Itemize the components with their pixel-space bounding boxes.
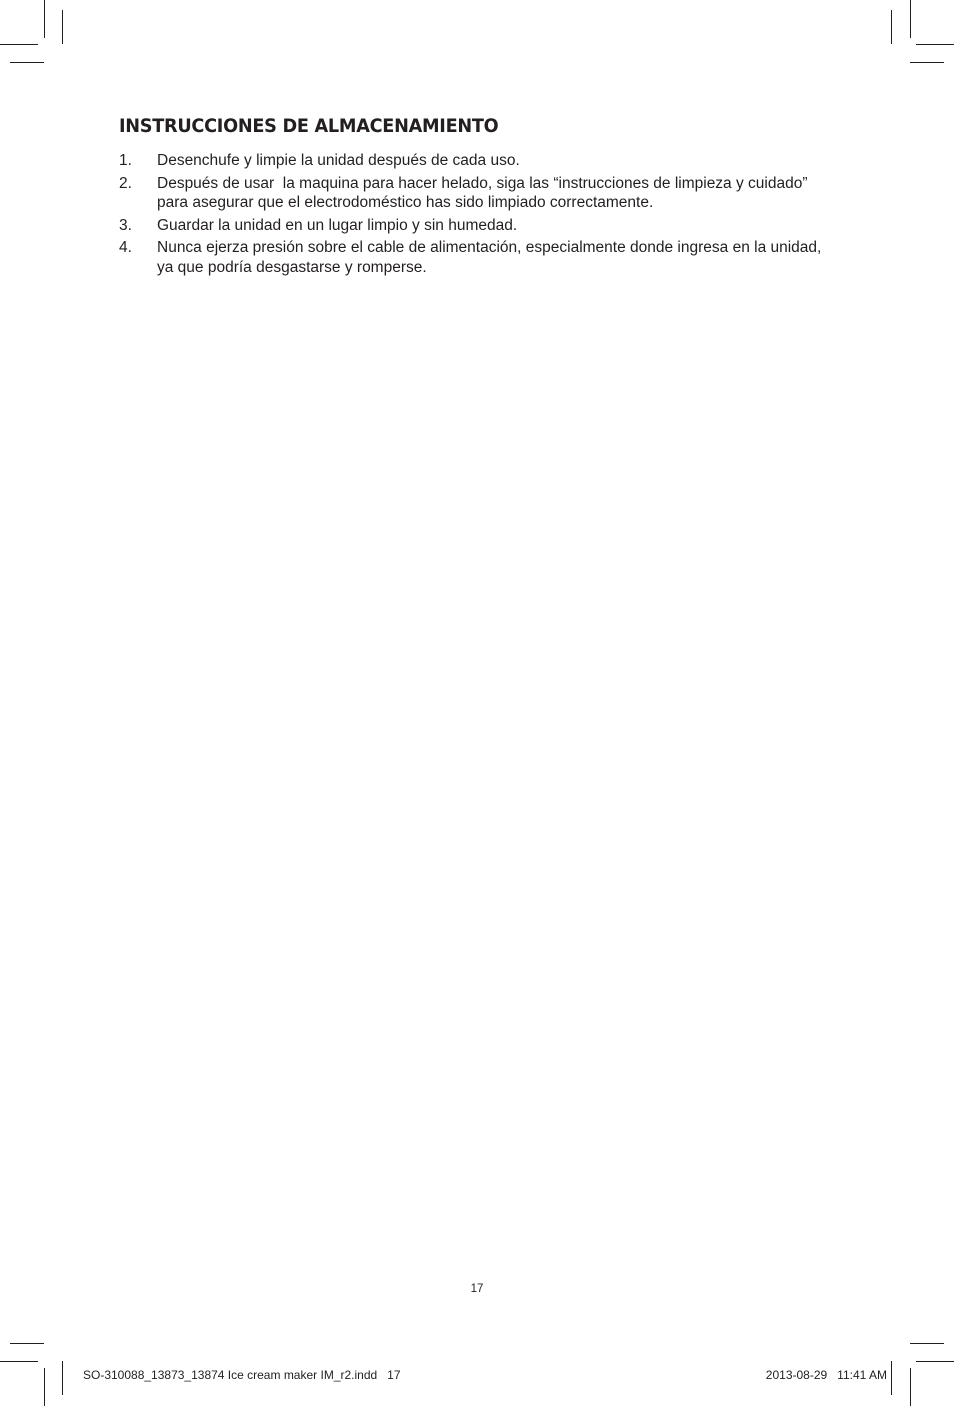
storage-instructions-section bbox=[119, 112, 839, 280]
list-item-number: 4. bbox=[119, 239, 132, 256]
crop-mark-bottom-right-h1 bbox=[910, 1343, 944, 1344]
crop-mark-top-left-v1 bbox=[44, 0, 45, 38]
crop-mark-top-right-h2 bbox=[910, 62, 944, 63]
list-item bbox=[119, 238, 839, 277]
list-item-text: Después de usar la maquina para hacer helado, siga las “instrucciones de limpieza y cuidado” para asegurar que el electrodoméstico has sido limpiado correctamente. bbox=[157, 174, 812, 211]
crop-mark-bottom-right-v2 bbox=[891, 1361, 892, 1395]
crop-mark-bottom-left-h2 bbox=[0, 1361, 38, 1362]
crop-mark-top-left-h1 bbox=[0, 44, 38, 45]
list-item-text: Desenchufe y limpie la unidad después de cada uso. bbox=[157, 152, 520, 169]
file-name-slug: SO-310088_13873_13874 Ice cream maker IM_r2.indd 17 bbox=[83, 1368, 401, 1382]
page-number: 17 bbox=[470, 1283, 484, 1295]
list-item bbox=[119, 151, 839, 171]
crop-mark-top-left-h2 bbox=[10, 62, 44, 63]
instructions-list bbox=[119, 151, 839, 277]
crop-mark-top-left-v2 bbox=[62, 10, 63, 44]
crop-mark-bottom-right-v1 bbox=[910, 1368, 911, 1406]
list-item-number: 1. bbox=[119, 152, 132, 169]
list-item-number: 3. bbox=[119, 216, 132, 234]
list-item-number: 2. bbox=[119, 174, 132, 192]
date-time-slug: 2013-08-29 11:41 AM bbox=[765, 1368, 887, 1382]
list-item bbox=[119, 174, 839, 213]
crop-mark-bottom-left-v2 bbox=[62, 1361, 63, 1395]
section-heading: INSTRUCCIONES DE ALMACENAMIENTO bbox=[119, 115, 499, 137]
crop-mark-bottom-right-h2 bbox=[916, 1361, 954, 1362]
list-item bbox=[119, 216, 839, 236]
list-item-text: Guardar la unidad en un lugar limpio y sin humedad. bbox=[157, 216, 518, 234]
crop-mark-bottom-left-v1 bbox=[44, 1368, 45, 1406]
list-item-text: Nunca ejerza presión sobre el cable de alimentación, especialmente donde ingresa en la unidad, ya que podría desgastarse y romperse. bbox=[157, 239, 826, 276]
crop-mark-top-right-h1 bbox=[916, 44, 954, 45]
crop-mark-top-right-v1 bbox=[910, 0, 911, 38]
crop-mark-top-right-v2 bbox=[891, 10, 892, 44]
crop-mark-bottom-left-h1 bbox=[10, 1343, 44, 1344]
